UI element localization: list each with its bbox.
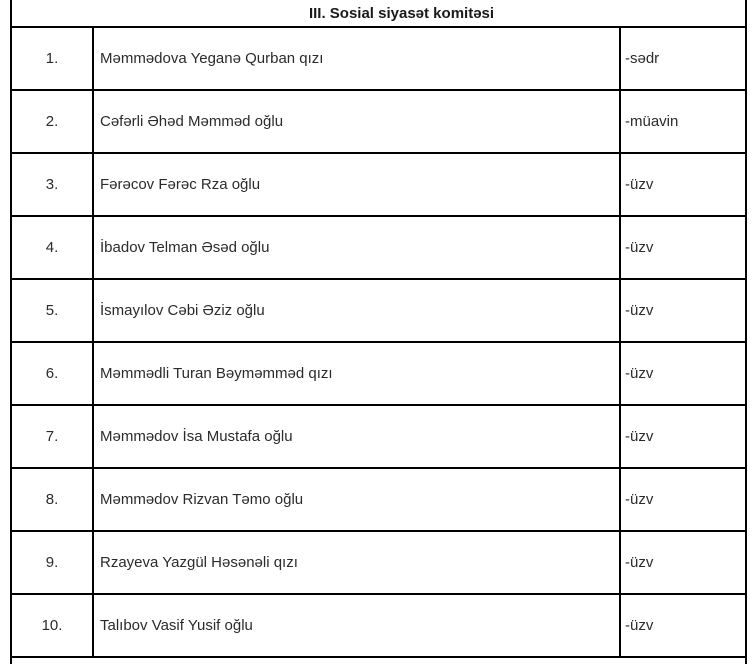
member-role: -üzv [625,491,654,508]
member-name: Məmmədov İsa Mustafa oğlu [94,406,621,467]
member-name: Rzayeva Yazgül Həsənəli qızı [94,532,621,593]
row-number: 10. [12,595,94,656]
member-name: Fərəcov Fərəc Rza oğlu [94,154,621,215]
row-number: 5. [12,280,94,341]
table-row [10,595,747,658]
member-role: -üzv [625,554,654,571]
table-row [10,532,747,595]
member-name: Məmmədov Rizvan Təmo oğlu [94,469,621,530]
row-number: 6. [12,343,94,404]
table-row [10,91,747,154]
table-row [10,406,747,469]
member-role: -üzv [625,617,654,634]
member-role: -üzv [625,365,654,382]
committee-table [10,0,747,664]
member-name: Məmmədova Yeganə Qurban qızı [94,28,621,89]
member-role: -müavin [625,113,679,130]
member-name: İsmayılov Cəbi Əziz oğlu [94,280,621,341]
row-number: 1. [12,28,94,89]
member-name: İbadov Telman Əsəd oğlu [94,217,621,278]
member-role: -sədr [625,50,660,67]
member-name: Talıbov Vasif Yusif oğlu [94,595,621,656]
member-role: -üzv [625,176,654,193]
row-number: 8. [12,469,94,530]
table-row [10,280,747,343]
table-title: III. Sosial siyasət komitəsi [308,4,495,22]
member-name: Məmmədli Turan Bəyməmməd qızı [94,343,621,404]
next-table-row-cutoff [10,658,747,664]
member-role: -üzv [625,428,654,445]
row-number: 3. [12,154,94,215]
member-role: -üzv [625,302,654,319]
table-row [10,28,747,91]
table-header-row [10,0,747,28]
table-row [10,217,747,280]
member-name: Cəfərli Əhəd Məmməd oğlu [94,91,621,152]
row-number: 4. [12,217,94,278]
row-number: 2. [12,91,94,152]
member-role: -üzv [625,239,654,256]
table-row [10,469,747,532]
table-row [10,343,747,406]
table-row [10,154,747,217]
row-number: 9. [12,532,94,593]
row-number: 7. [12,406,94,467]
